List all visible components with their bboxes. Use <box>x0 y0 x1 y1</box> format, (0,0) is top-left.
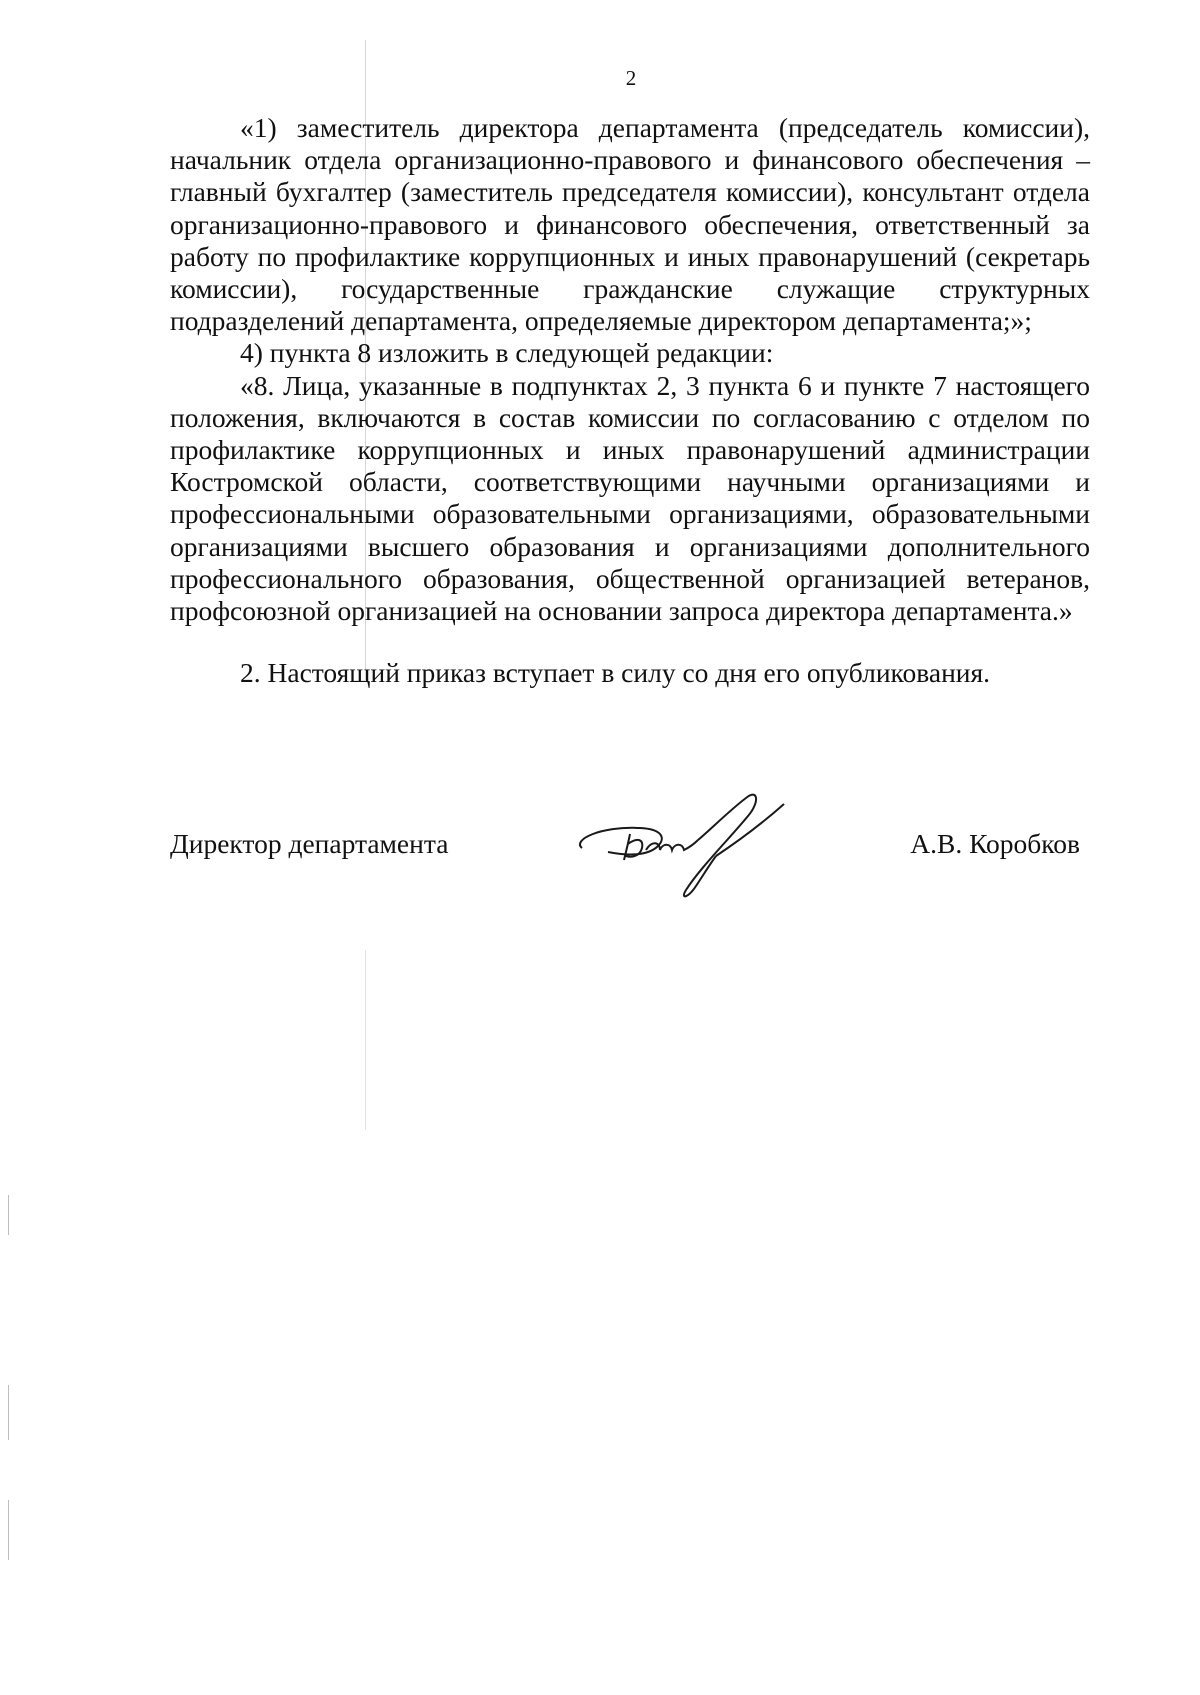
paragraph-commission-composition: «1) заместитель директора департамента (председатель комиссии), начальник отдела организационно-правового и финансового обеспечения – главный бухгалтер (заместитель председателя комиссии), консультант отдела организационно-правового и финансового обеспечения, ответственный за работу по профилактике коррупционных и иных правонарушений (секретарь комиссии), государственные гражданские служащие структурных подразделений департамента, определяемые директором департамента;»; <box>170 112 1090 337</box>
page-number: 2 <box>625 66 637 90</box>
signatory-name: А.В. Коробков <box>910 828 1080 859</box>
scan-line <box>8 1195 9 1235</box>
scan-line <box>8 1500 9 1560</box>
document-body <box>170 112 1090 689</box>
signatory-title: Директор департамента <box>170 828 449 859</box>
paragraph-item-8-text: «8. Лица, указанные в подпунктах 2, 3 пункта 6 и пункте 7 настоящего положения, включаются в состав комиссии по согласованию с отделом по профилактике коррупционных и иных правонарушений администрации Костромской области, соответствующими научными организациями и профессиональными образовательными организациями, образовательными организациями высшего образования и организациями дополнительного профессионального образования, общественной организацией ветеранов, профсоюзной организацией на основании запроса директора департамента.» <box>170 369 1090 627</box>
paragraph-item-8-intro: 4) пункта 8 изложить в следующей редакции: <box>240 337 774 369</box>
scan-line <box>8 1385 9 1440</box>
scan-line <box>365 950 366 1130</box>
paragraph-effective-date: 2. Настоящий приказ вступает в силу со дня его опубликования. <box>240 657 991 689</box>
handwritten-signature <box>570 790 790 900</box>
